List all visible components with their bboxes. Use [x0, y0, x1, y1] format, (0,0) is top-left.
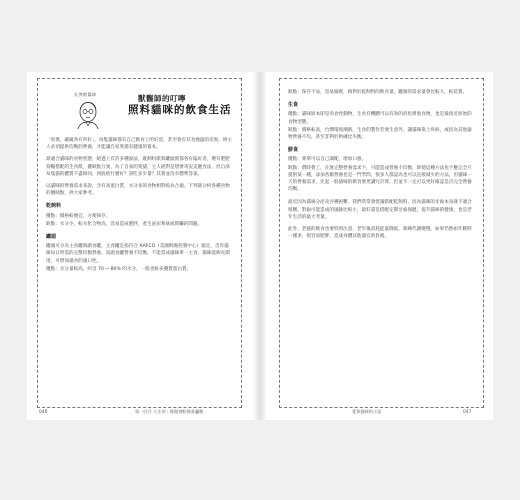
canned-food-pros: 優點：水分量較高，約含 70 ~ 80% 的水分，一般也較多優質蛋白質。: [46, 266, 192, 272]
right-page-content: [280, 79, 483, 407]
dry-food-pros: 優點：價格較便宜，方便保存。: [46, 213, 111, 219]
vet-stamp: 吳博獸醫師: [74, 92, 97, 97]
section-heading-fresh-food: 鮮食: [288, 147, 299, 154]
vet-portrait-icon: [74, 99, 102, 129]
right-page-frame: [279, 78, 484, 408]
left-page: [27, 72, 253, 420]
dry-food-cons: 缺點：水分少，較水化合物高，容易造成肥胖，產生泌尿系統或腎臟的問題。: [46, 221, 203, 227]
intro-paragraph: 「貴菜，嚴厲各有所好」，每隻貓咪都有自己飲食上的好惡，甚至會有其食地盛的差異，則主人必須提供均衡的營養，才能讓自家愛貓有健康的資本。: [46, 138, 233, 151]
body-paragraph: 最適合貓咪的食物型態，絕過上有許多種說法，既飼料派與罐頭派都各有偏好者，選有肥肥狗糧搭配的生食派，優缺點互異，為了自家的愛貓，主人絕對是想要寄況美麗食法，但自部每隻貓的體質不盡相同，到底給什麼好？該吃多少量？其實並沒有標準答案。: [46, 157, 230, 177]
raw-food-cons: 缺點：價格較高，台灣環境潮熱，生食的製作若發生意外，讓貓咪染上疾病，或因為其他器物營養不均，甚至非利於鈣磷比失衡。: [288, 127, 472, 141]
running-footer-left: 第一回合 人生何｜除濕割粉都會轟動: [135, 409, 204, 414]
fresh-food-cons: 缺點：費時費工，在無完整營養需求下，可能造成營養不均衡，即使這種方法也不應完全只提供某一種，添加各類營養也是一門學問，很多人都認為也可以直接減少的方法，但貓咪一天的營養需求，比起一般貓咪的飲食要更講究計算，但並不一定可以更好確認是否完全營養均衡。: [288, 165, 472, 193]
right-page: [267, 72, 493, 420]
body-paragraph: 以貓咪的營養需求來說，含有高蛋白質，水分多的食物相對較為合適。下列就分析各種食物的優缺點，供大家參考。: [46, 184, 230, 197]
left-page-content: [38, 79, 241, 407]
raw-food-pros: 優點：貓咪原本即是肉食性動物，生食有機體可以有效的消化吸收食物，也是最接近原始的食物型態。: [288, 112, 472, 125]
subtitle: 獸醫師的叮嚀: [138, 94, 186, 103]
section-heading-raw-food: 生食: [288, 102, 299, 109]
article-header: [46, 83, 233, 137]
body-paragraph: 最近因為貓咪分泌及吞嚥困難，我們常常會建議搭配乾飼料，因為貓咪的牙齒本身就不適合咀嚼，對齒可能造成的風險比較小，最好還是搭配定期牙齒保健，提升貓咪的健康，也是老年生活的最大考量。: [288, 200, 472, 220]
section-heading-dry-food: 乾飼料: [46, 203, 62, 210]
page-number-right: 047: [463, 410, 472, 415]
canned-food-intro: 罐頭可分為主食罐與副食罐，主食罐是指符合 AAFCO（美國飼養控制中心）規定，含有貓咪每日所需的完整均衡營養，而副食罐營養不均衡，不能當成貓咪單一主食，貓咪能夠長期用，可增加貓食的適口性。: [46, 244, 230, 264]
page-number-left: 046: [39, 410, 48, 415]
section-heading-canned-food: 罐頭: [46, 234, 57, 241]
body-paragraph: 此外，老貓的飲食也要特別注意，老年後消耗能量降低，新陳代謝變慢，如果仍然如年輕時一樣多，很容易肥胖，造成身體其他器官的負擔。: [288, 227, 472, 240]
canned-food-cons: 缺點：保存不易，容易腐敗，相對於乾飼料的飲食量，罐頭的需求量會比較大，較花費。: [288, 90, 468, 95]
left-page-frame: [37, 78, 242, 408]
page-title: 照料貓咪的飲食生活: [128, 104, 232, 116]
fresh-food-pros: 優點：菜單可以自己調配，增加口感。: [288, 157, 367, 163]
running-footer-right: 愛和貓咪的小語: [352, 409, 382, 414]
book-spine: [253, 72, 267, 420]
